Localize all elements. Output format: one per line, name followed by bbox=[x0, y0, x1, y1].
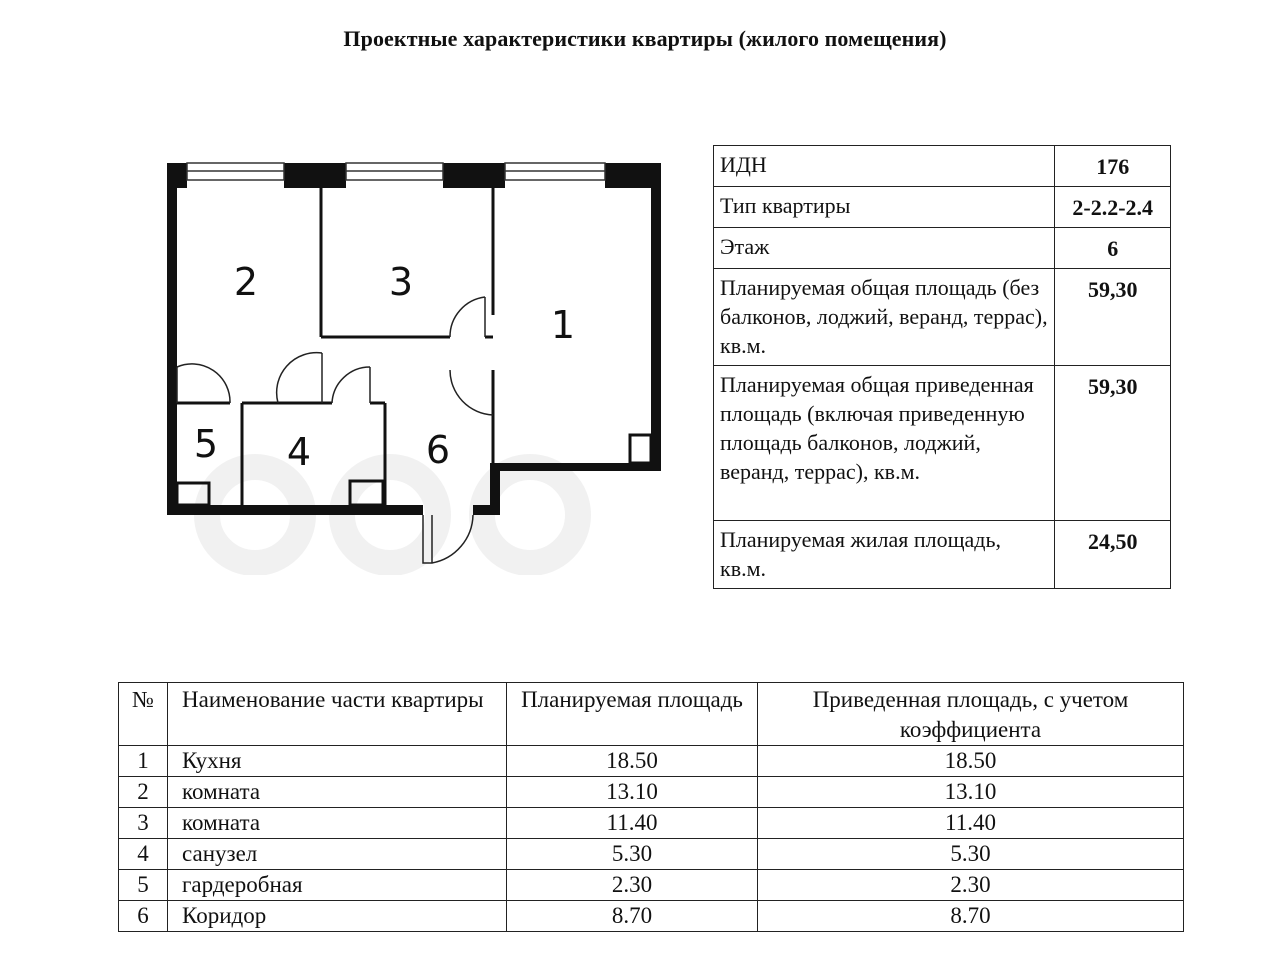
room-area: 8.70 bbox=[507, 901, 758, 932]
room-reduced-area: 18.50 bbox=[758, 746, 1184, 777]
spec-row bbox=[714, 366, 1171, 521]
room-area: 13.10 bbox=[507, 777, 758, 808]
spec-label: Планируемая общая приведенная площадь (включая приведенную площадь балконов, лоджий, веранд, террас), кв.м. bbox=[714, 366, 1055, 521]
spec-value: 6 bbox=[1055, 228, 1171, 269]
room-no: 6 bbox=[119, 901, 168, 932]
table-row bbox=[119, 777, 1184, 808]
header-number: № bbox=[119, 683, 168, 746]
room-no: 4 bbox=[119, 839, 168, 870]
room-area: 5.30 bbox=[507, 839, 758, 870]
spec-value: 176 bbox=[1055, 146, 1171, 187]
room-no: 2 bbox=[119, 777, 168, 808]
room-number-4: 4 bbox=[286, 430, 312, 474]
spec-row bbox=[714, 521, 1171, 589]
room-no: 3 bbox=[119, 808, 168, 839]
room-name: гардеробная bbox=[168, 870, 507, 901]
spec-row bbox=[714, 228, 1171, 269]
room-no: 1 bbox=[119, 746, 168, 777]
room-name: Кухня bbox=[168, 746, 507, 777]
header-reduced-area: Приведенная площадь, с учетом коэффициента bbox=[758, 683, 1184, 746]
room-area: 18.50 bbox=[507, 746, 758, 777]
spec-label: ИДН bbox=[714, 146, 1055, 187]
table-row bbox=[119, 808, 1184, 839]
spec-value: 24,50 bbox=[1055, 521, 1171, 589]
spec-row bbox=[714, 187, 1171, 228]
room-name: санузел bbox=[168, 839, 507, 870]
room-name: комната bbox=[168, 777, 507, 808]
room-number-3: 3 bbox=[388, 260, 414, 304]
spec-label: Этаж bbox=[714, 228, 1055, 269]
spec-row bbox=[714, 269, 1171, 366]
room-number-1: 1 bbox=[550, 303, 576, 347]
spec-row bbox=[714, 146, 1171, 187]
room-area: 11.40 bbox=[507, 808, 758, 839]
room-number-5: 5 bbox=[193, 422, 219, 466]
room-reduced-area: 8.70 bbox=[758, 901, 1184, 932]
table-row bbox=[119, 746, 1184, 777]
room-number-2: 2 bbox=[233, 260, 259, 304]
spec-label: Тип квартиры bbox=[714, 187, 1055, 228]
spec-value: 59,30 bbox=[1055, 366, 1171, 521]
room-name: Коридор bbox=[168, 901, 507, 932]
room-reduced-area: 5.30 bbox=[758, 839, 1184, 870]
header-area: Планируемая площадь bbox=[507, 683, 758, 746]
table-row bbox=[119, 870, 1184, 901]
room-reduced-area: 2.30 bbox=[758, 870, 1184, 901]
rooms-table-header bbox=[119, 683, 1184, 746]
header-name: Наименование части квартиры bbox=[168, 683, 507, 746]
spec-label: Планируемая общая площадь (без балконов, лоджий, веранд, террас), кв.м. bbox=[714, 269, 1055, 366]
room-reduced-area: 13.10 bbox=[758, 777, 1184, 808]
spec-value: 59,30 bbox=[1055, 269, 1171, 366]
spec-value: 2-2.2-2.4 bbox=[1055, 187, 1171, 228]
spec-label: Планируемая жилая площадь, кв.м. bbox=[714, 521, 1055, 589]
page-title: Проектные характеристики квартиры (жилого помещения) bbox=[343, 26, 947, 51]
apartment-specs-table bbox=[713, 145, 1171, 589]
room-reduced-area: 11.40 bbox=[758, 808, 1184, 839]
table-row bbox=[119, 839, 1184, 870]
rooms-table bbox=[118, 682, 1184, 932]
room-number-6: 6 bbox=[425, 428, 451, 472]
table-row bbox=[119, 901, 1184, 932]
room-no: 5 bbox=[119, 870, 168, 901]
room-name: комната bbox=[168, 808, 507, 839]
floor-plan bbox=[160, 155, 670, 575]
room-area: 2.30 bbox=[507, 870, 758, 901]
